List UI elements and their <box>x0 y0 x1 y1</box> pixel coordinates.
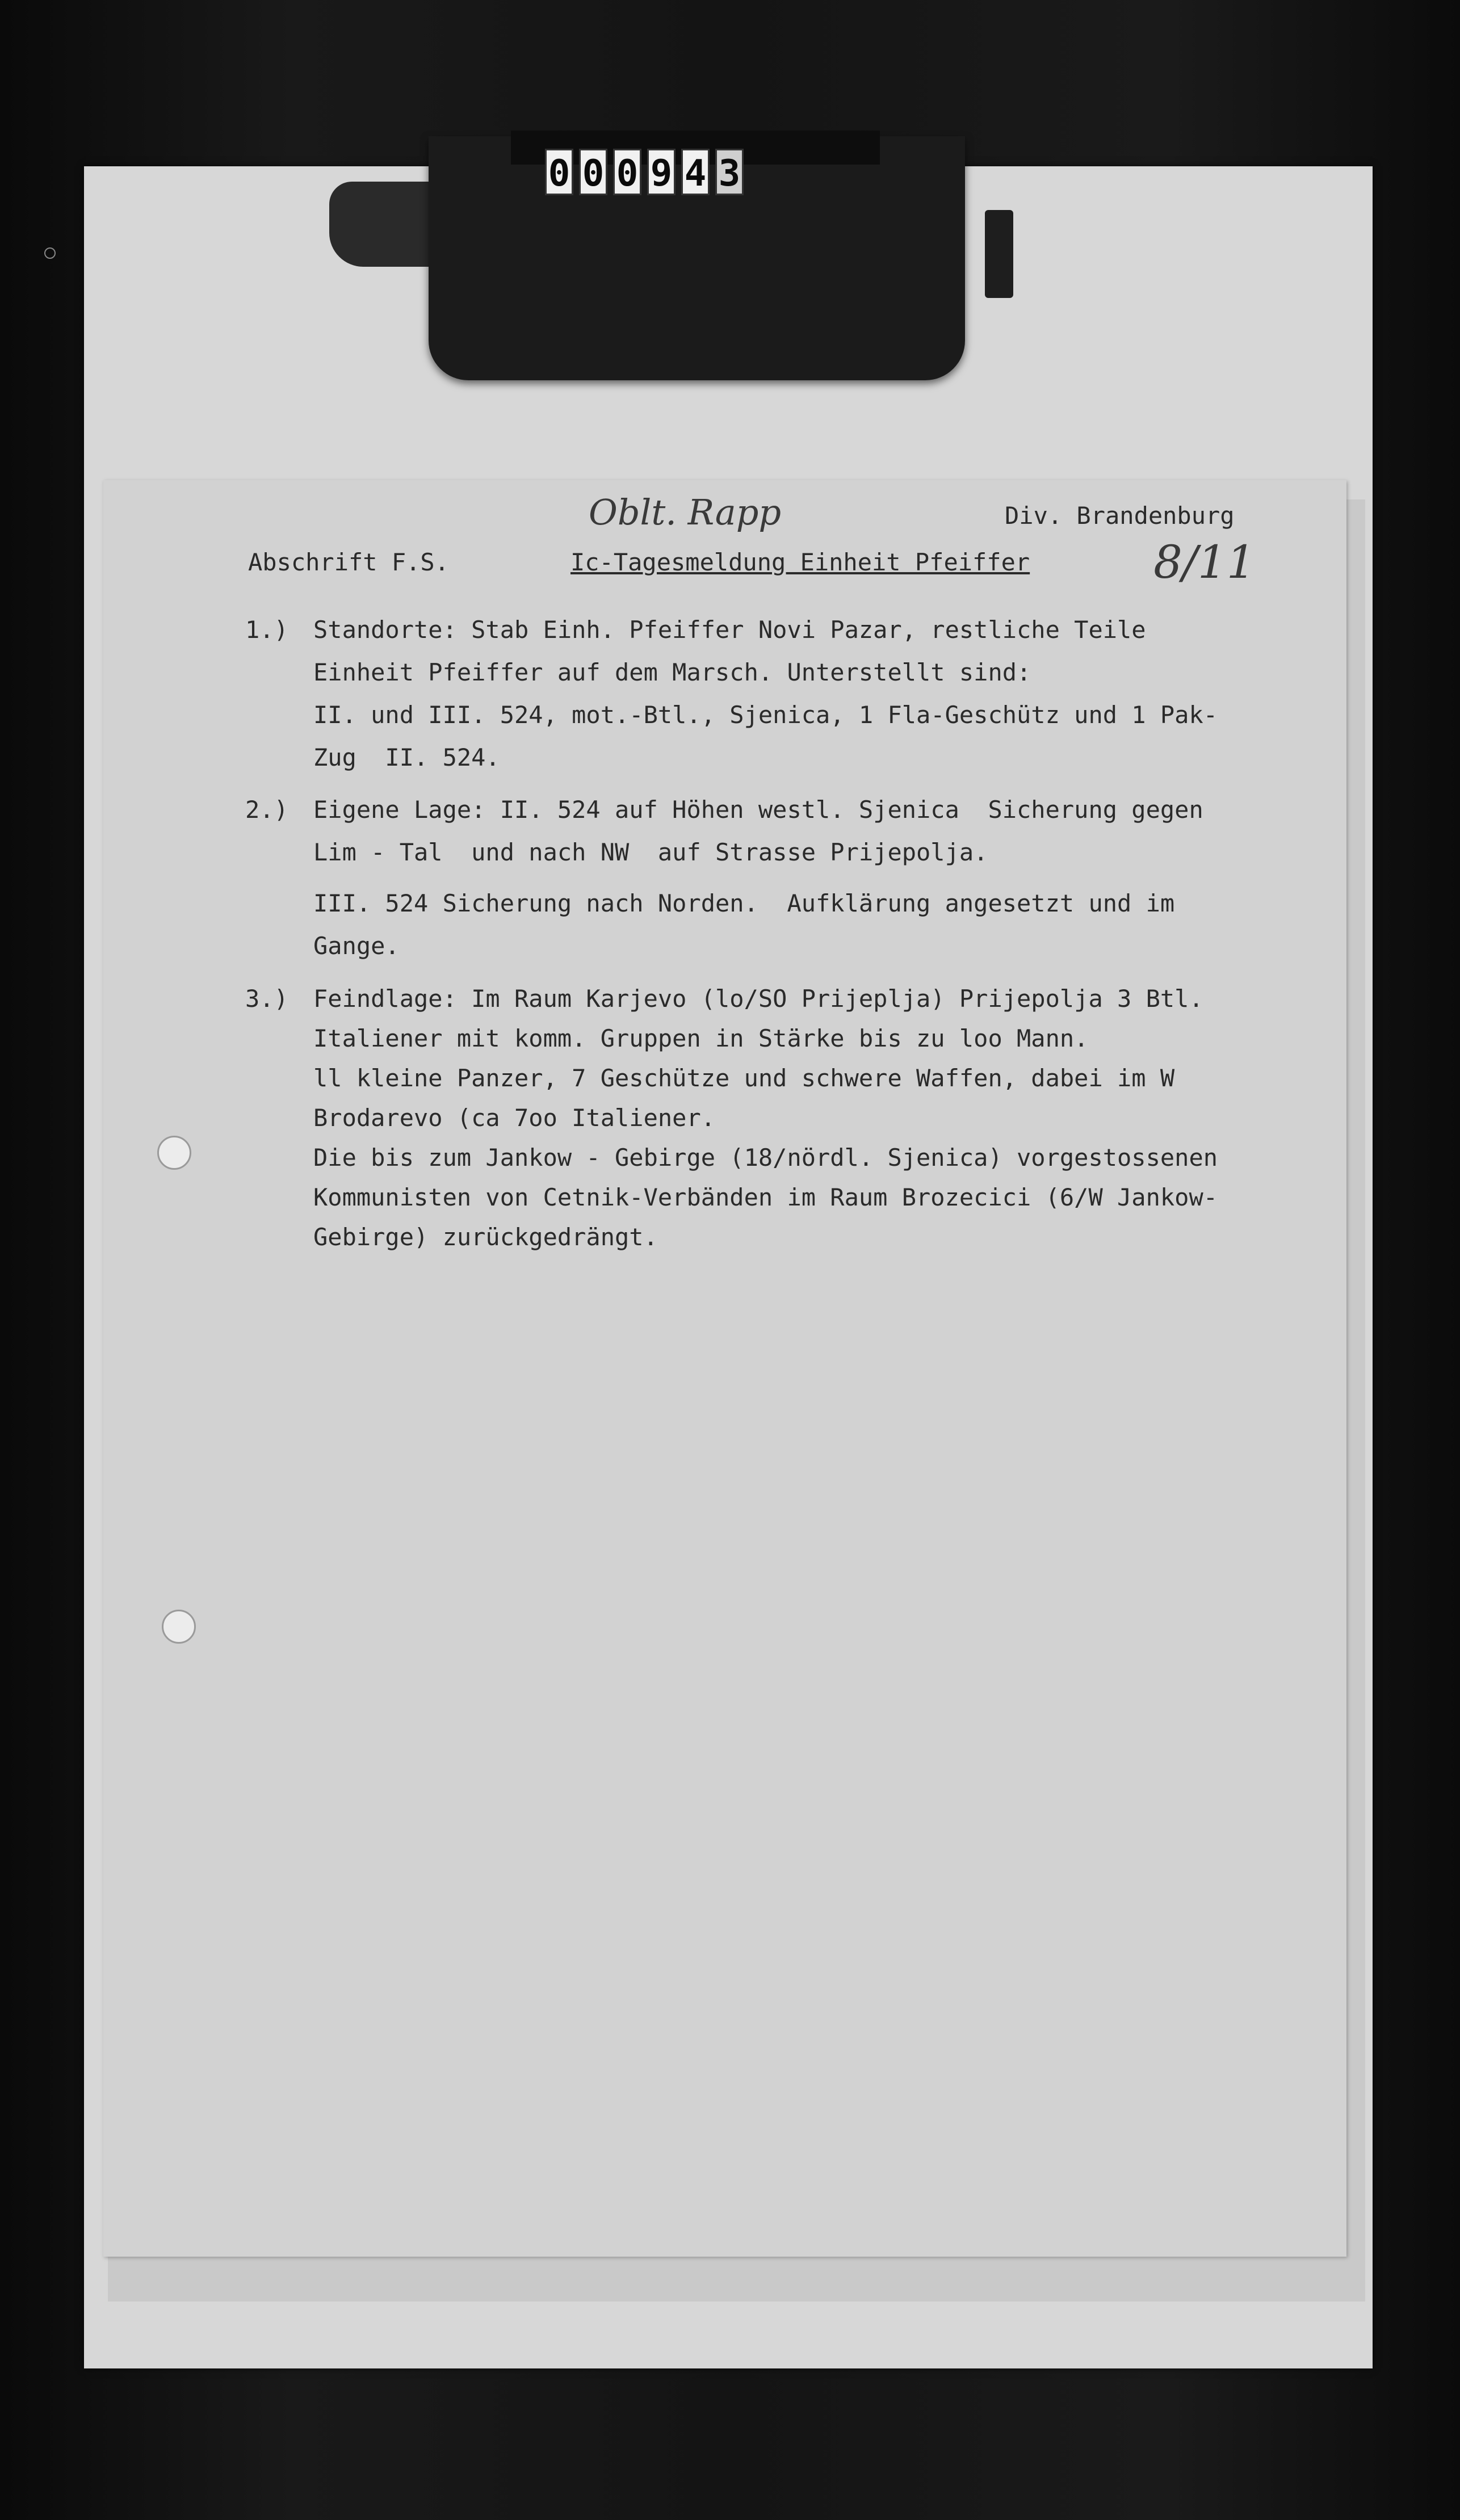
section-line: Die bis zum Jankow - Gebirge (18/nördl. Sjenica) vorgestossenen <box>313 1144 1218 1171</box>
section-line: II. und III. 524, mot.-Btl., Sjenica, 1 Fla-Geschütz und 1 Pak- <box>313 701 1218 729</box>
section-number: 2.) <box>245 796 288 824</box>
counter-digit: 3 <box>715 149 744 195</box>
counter-digit: 0 <box>545 149 573 195</box>
handwritten-name: Oblt. Rapp <box>589 492 782 533</box>
handwritten-date: 8/11 <box>1153 536 1256 589</box>
section-line: Feindlage: Im Raum Karjevo (lo/SO Prijeplja) Prijepolja 3 Btl. <box>313 985 1203 1013</box>
counter-digit: 9 <box>647 149 676 195</box>
section-line: Zug II. 524. <box>313 744 500 771</box>
section-line: Lim - Tal und nach NW auf Strasse Prijepolja. <box>313 838 988 866</box>
abschrift-label: Abschrift F.S. <box>248 548 450 576</box>
section-line: Gebirge) zurückgedrängt. <box>313 1223 658 1251</box>
section-line: Gange. <box>313 932 400 960</box>
section-line: Italiener mit komm. Gruppen in Stärke bis zu loo Mann. <box>313 1024 1089 1052</box>
section-line: Brodarevo (ca 7oo Italiener. <box>313 1104 716 1132</box>
section-line: Standorte: Stab Einh. Pfeiffer Novi Pazar, restliche Teile <box>313 616 1146 644</box>
punch-hole <box>162 1610 196 1644</box>
document-sheet <box>103 480 1346 2257</box>
frame-counter <box>545 149 744 195</box>
section-number: 1.) <box>245 616 288 644</box>
section-line: ll kleine Panzer, 7 Geschütze und schwere Waffen, dabei im W <box>313 1064 1175 1092</box>
section-line: Kommunisten von Cetnik-Verbänden im Raum Brozecici (6/W Jankow- <box>313 1183 1218 1211</box>
punch-hole <box>157 1136 191 1170</box>
film-edge-mark <box>44 247 56 259</box>
division-label: Div. Brandenburg <box>1005 502 1235 530</box>
section-line: Einheit Pfeiffer auf dem Marsch. Unterstellt sind: <box>313 658 1031 686</box>
section-number: 3.) <box>245 985 288 1013</box>
section-line: III. 524 Sicherung nach Norden. Aufklärung angesetzt und im <box>313 889 1175 917</box>
clip-post <box>985 210 1013 298</box>
counter-digit: 4 <box>681 149 710 195</box>
report-title: Ic-Tagesmeldung Einheit Pfeiffer <box>570 548 1030 576</box>
counter-digit: 0 <box>579 149 607 195</box>
counter-digit: 0 <box>613 149 641 195</box>
section-line: Eigene Lage: II. 524 auf Höhen westl. Sjenica Sicherung gegen <box>313 796 1203 824</box>
